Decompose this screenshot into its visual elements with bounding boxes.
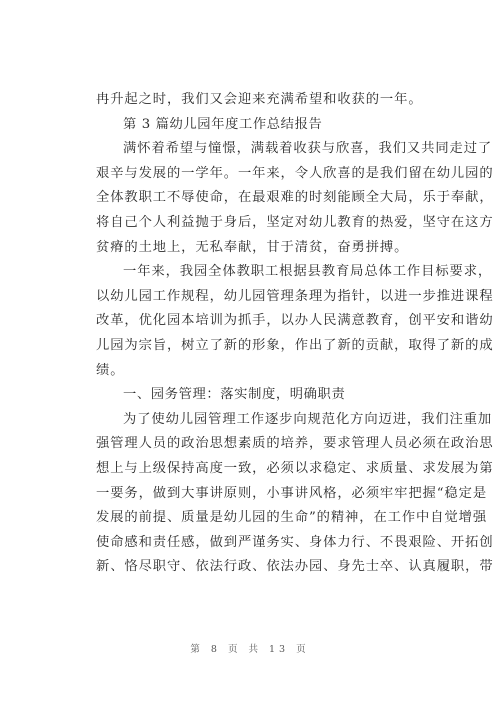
text-line: 冉升起之时，我们又会迎来充满希望和收获的一年。 [96, 92, 423, 107]
body-text [96, 88, 494, 580]
page-number-footer: 第 8 页 共 13 页 [190, 644, 310, 655]
text-line: 满怀着希望与憧憬，满载着收获与欣喜，我们又共同走过了 [123, 141, 493, 157]
text-line: 强管理人员的政治思想素质的培养，要求管理人员必须在政治思 [96, 436, 494, 452]
text-line: 改革，优化园本培训为抓手，以办人民满意教育，创平安和谐幼 [96, 313, 494, 329]
text-line: 新、恪尽职守、依法行政、依法办园、身先士卒、认真履职，带 [96, 559, 494, 575]
subsection-heading: 一、园务管理：落实制度，明确职责 [123, 387, 346, 403]
text-line: 为了使幼儿园管理工作逐步向规范化方向迈进，我们注重加 [123, 411, 493, 427]
text-line: 艰辛与发展的一学年。一年来，令人欣喜的是我们留在幼儿园的 [96, 165, 494, 181]
text-line: 儿园为宗旨，树立了新的形象，作出了新的贡献，取得了新的成 [96, 337, 494, 353]
text-line: 以幼儿园工作规程，幼儿园管理条理为指针，以进一步推进课程 [96, 288, 494, 304]
text-line: 全体教职工不辱使命，在最艰难的时刻能顾全大局，乐于奉献， [96, 190, 494, 206]
section-title: 第 3 篇幼儿园年度工作总结报告 [123, 116, 323, 132]
text-line: 使命感和责任感，做到严谨务实、身体力行、不畏艰险、开拓创 [96, 534, 494, 550]
text-line: 想上与上级保持高度一致，必须以求稳定、求质量、求发展为第 [96, 460, 494, 476]
text-line: 绩。 [96, 362, 125, 378]
text-line: 一要务，做到大事讲原则，小事讲风格，必须牢牢把握“稳定是 [96, 485, 488, 501]
text-line: 贫瘠的土地上，无私奉献，甘于清贫，奋勇拼搏。 [96, 239, 409, 255]
text-line: 将自己个人利益抛于身后，坚定对幼儿教育的热爱，坚守在这方 [96, 214, 494, 230]
text-line: 一年来，我园全体教职工根据县教育局总体工作目标要求， [123, 264, 493, 280]
text-line: 发展的前提、质量是幼儿园的生命”的精神，在工作中自觉增强 [96, 510, 488, 526]
